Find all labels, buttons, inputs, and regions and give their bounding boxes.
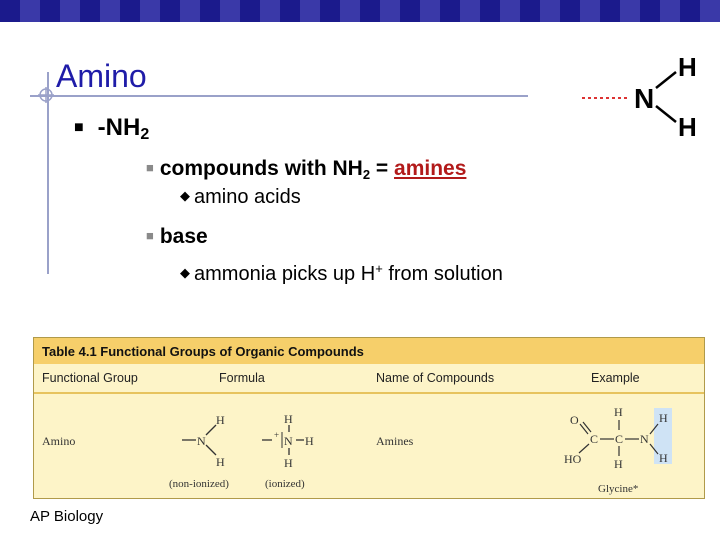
bullet-square-icon: ■ [146,160,154,175]
banner-tile [600,0,620,22]
subscript: 2 [362,167,371,182]
bullet-compounds [146,157,467,182]
atom-o: O [570,413,579,427]
header-example: Example [591,371,640,385]
slide-title: Amino [56,58,147,94]
banner-tile [620,0,640,22]
bullet-text: compounds with NH [159,157,363,180]
banner-tile [680,0,700,22]
banner-tile [260,0,280,22]
atom-h: H [614,405,623,419]
hydrogen-atom-bottom: H [678,112,697,142]
banner-tile [660,0,680,22]
bullet-amino-acids [180,187,301,207]
banner-tile [120,0,140,22]
label-non-ionized: (non-ionized) [169,478,229,490]
banner-tile [360,0,380,22]
banner-tile [700,0,720,22]
formula-ionized [256,410,336,470]
atom-h: H [284,412,293,426]
bullet-text: amino acids [194,186,301,208]
atom-h: H [216,455,225,469]
bullet-nh2 [74,114,150,143]
banner-tile [520,0,540,22]
banner-tile [540,0,560,22]
cell-amines: Amines [376,434,414,448]
banner-tile [20,0,40,22]
banner-tile [340,0,360,22]
atom-c: C [615,432,624,446]
banner-tile [280,0,300,22]
subscript: 2 [140,126,150,143]
bullet-text: base [159,225,208,248]
top-banner [0,0,720,22]
banner-tile [180,0,200,22]
bullet-square-icon: ■ [74,119,84,136]
atom-ho: HO [564,452,582,466]
cell-amino: Amino [42,434,76,448]
banner-tile [400,0,420,22]
banner-tile [220,0,240,22]
atom-h: H [284,456,293,470]
amino-group-diagram [576,52,706,142]
bullet-diamond-icon: ◆ [180,188,190,203]
charge-plus: + [274,430,280,440]
banner-tile [80,0,100,22]
banner-tile [40,0,60,22]
bullet-text: -NH [97,114,141,141]
atom-h: H [659,411,668,425]
header-name-of-compounds: Name of Compounds [376,371,495,385]
label-ionized: (ionized) [265,478,305,490]
atom-n: N [197,434,206,448]
glycine-structure [562,402,702,486]
atom-h: H [216,413,225,427]
bullet-diamond-icon: ◆ [180,265,190,280]
bullet-square-icon: ■ [146,228,154,243]
title-underline [30,95,528,97]
banner-tile [320,0,340,22]
banner-tile [100,0,120,22]
banner-tile [60,0,80,22]
atom-h: H [614,457,623,471]
atom-n: N [640,432,649,446]
atom-c: C [590,432,599,446]
banner-tile [460,0,480,22]
bullet-text: ammonia picks up H [194,263,376,285]
banner-tile [480,0,500,22]
banner-tile [640,0,660,22]
label-glycine: Glycine* [598,483,639,495]
banner-tile [200,0,220,22]
banner-tile [380,0,400,22]
bullet-text: = [370,157,395,180]
banner-tile [300,0,320,22]
banner-tile [440,0,460,22]
bullet-text: from solution [382,263,503,285]
atom-h: H [659,451,668,465]
banner-tile [140,0,160,22]
superscript: + [375,261,383,276]
banner-tile [560,0,580,22]
bond-top [656,72,676,88]
banner-tile [0,0,20,22]
banner-tile [160,0,180,22]
table-caption: Table 4.1 Functional Groups of Organic Compounds [42,344,364,359]
amines-link[interactable]: amines [394,157,467,180]
bullet-base [146,226,208,247]
bond-bottom [656,106,676,122]
crosshair-icon [38,87,54,103]
bullet-ammonia [180,261,503,285]
atom-h: H [305,434,314,448]
banner-tile [580,0,600,22]
hydrogen-atom-top: H [678,52,697,82]
header-functional-group: Functional Group [42,371,138,385]
banner-tile [420,0,440,22]
banner-tile [500,0,520,22]
functional-groups-table [33,337,705,499]
header-formula: Formula [219,371,265,385]
table-header-row [34,364,704,394]
nitrogen-atom: N [634,83,655,114]
banner-tile [240,0,260,22]
atom-n: N [284,434,293,448]
footer-label: AP Biology [30,508,104,525]
formula-non-ionized [174,410,244,470]
